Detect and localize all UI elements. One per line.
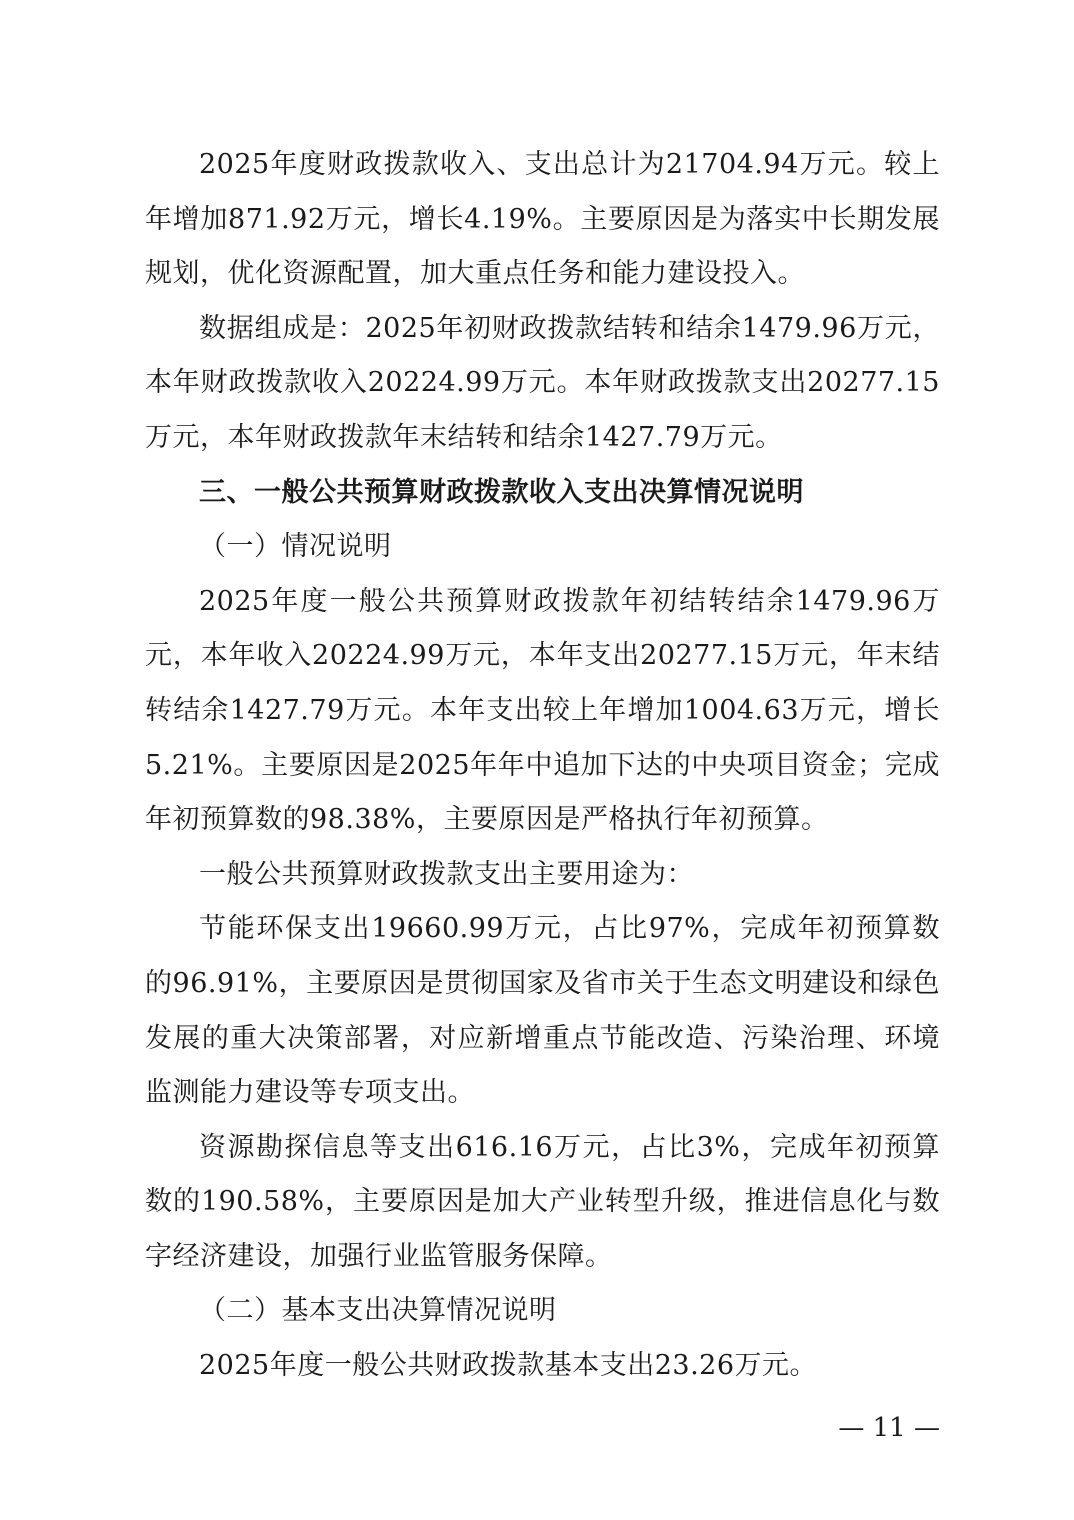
page-number: — 11 — [838,1413,940,1443]
subsection-heading-1: （一）情况说明 [199,531,392,563]
subsection-heading-2: （二）基本支出决算情况说明 [199,1295,557,1327]
paragraph-general-budget: 2025年度一般公共预算财政拨款年初结转结余1479.96万元，本年收入20224.99万元，本年支出20277.15万元，年末结转结余1427.79万元。本年支出较上年增加1004.63万元，增长5.21%。主要原因是2025年年中追加下达的中央项目资金；完成年初预算数的98.38%，主要原因是严格执行年初预算。 [145,585,940,836]
paragraph-main-uses-intro: 一般公共预算财政拨款支出主要用途为： [199,858,694,890]
document-body [145,138,940,1394]
section-heading-3: 三、一般公共预算财政拨款收入支出决算情况说明 [199,476,804,508]
paragraph-energy-environment: 节能环保支出19660.99万元，占比97%，完成年初预算数的96.91%，主要原因是贯彻国家及省市关于生态文明建设和绿色发展的重大决策部署，对应新增重点节能改造、污染治理、环境监测能力建设等专项支出。 [145,913,940,1109]
paragraph-data-composition: 数据组成是：2025年初财政拨款结转和结余1479.96万元，本年财政拨款收入20224.99万元。本年财政拨款支出20277.15万元，本年财政拨款年末结转和结余1427.79万元。 [145,312,940,453]
paragraph-basic-expenditure: 2025年度一般公共财政拨款基本支出23.26万元。 [199,1350,818,1382]
paragraph-resource-exploration: 资源勘探信息等支出616.16万元，占比3%，完成年初预算数的190.58%，主要原因是加大产业转型升级，推进信息化与数字经济建设，加强行业监管服务保障。 [145,1131,940,1272]
paragraph-total-summary: 2025年度财政拨款收入、支出总计为21704.94万元。较上年增加871.92万元，增长4.19%。主要原因是为落实中长期发展规划，优化资源配置，加大重点任务和能力建设投入。 [145,149,940,290]
